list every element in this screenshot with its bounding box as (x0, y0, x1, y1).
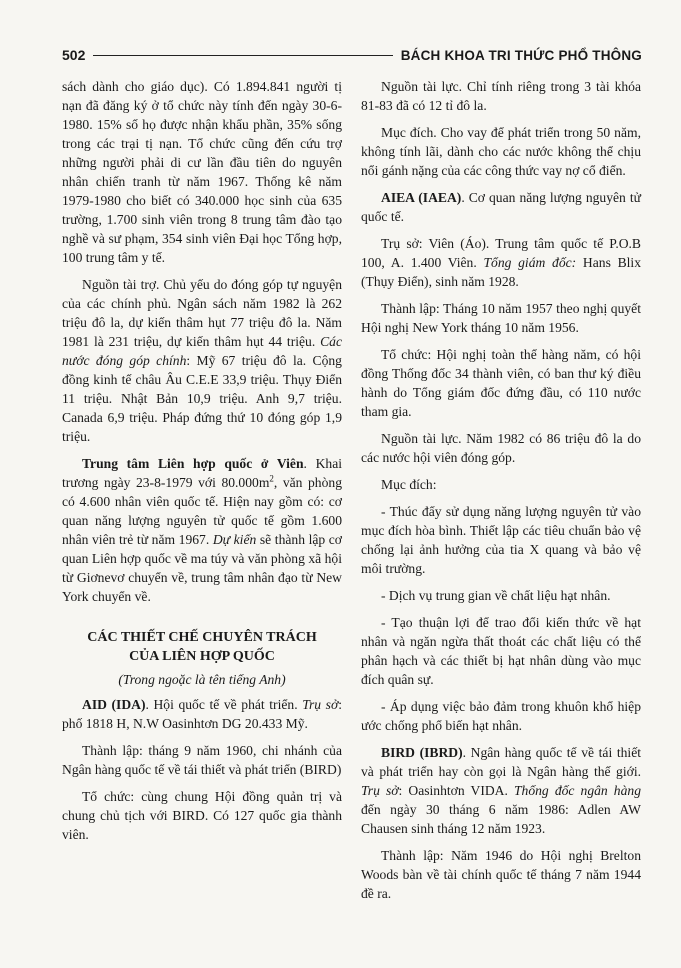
paragraph: Mục đích. Cho vay để phát triển trong 50 năm, không tính lãi, dành cho các nước không thể chịu nổi gánh nặng của các công thức vay nợ cổ điển. (361, 125, 641, 178)
entry-heading: Trung tâm Liên hợp quốc ở Viên (82, 456, 304, 471)
list-item: - Dịch vụ trung gian về chất liệu hạt nhân. (381, 588, 611, 603)
entry-heading: AID (IDA) (82, 697, 146, 712)
paragraph: AIEA (IAEA). Cơ quan năng lượng nguyên tử quốc tế. (361, 190, 642, 224)
paragraph: Mục đích: (381, 477, 437, 492)
running-title: BÁCH KHOA TRI THỨC PHỔ THÔNG (400, 47, 642, 63)
paragraph: Trụ sở: Viên (Áo). Trung tâm quốc tế P.O.B 100, A. 1.400 Viên. Tổng giám đốc: Hans Blix (Thụy Điển), sinh năm 1928. (361, 236, 641, 289)
paragraph: Nguồn tài trợ. Chủ yếu do đóng góp tự nguyện của các chính phủ. Ngân sách năm 1982 là 262 triệu đô la, dự kiến thâm hụt 77 triệu đô la. Năm 1981 là 231 triệu, dự kiến thâm hụt 44 triệu. Các nước đóng góp chính: Mỹ 67 triệu đô la. Cộng đồng kinh tế châu Âu C.E.E 33,9 triệu. Thụy Điển 11 triệu. Nhật Bản 10,9 triệu. Anh 9,7 triệu. Canada 6,9 triệu. Pháp đứng thứ 10 đóng góp 1,9 triệu. (62, 277, 342, 444)
list-item: - Thúc đẩy sử dụng năng lượng nguyên tử vào mục đích hòa bình. Thiết lập các tiêu chuẩn bảo vệ chống lại ảnh hưởng của tia X quang và bảo vệ môi trường. (361, 504, 641, 576)
paragraph: Trung tâm Liên hợp quốc ở Viên. Khai trương ngày 23-8-1979 với $80.000m^2$, văn phòng có 4.600 nhân viên quốc tế. Hiện nay gồm có: cơ quan năng lượng nguyên tử quốc tế gồm 1.600 nhân viên trẻ từ năm 1967. Dự kiến sẽ thành lập cơ quan Liên hợp quốc về ma túy và văn phòng xã hội từ Giơnevơ chuyển về, trung tâm nhân đạo từ New York chuyển về. (62, 456, 342, 604)
paragraph: AID (IDA). Hội quốc tế về phát triển. Trụ sở: phố 1818 H, N.W Oasinhtơn DG 20.433 Mỹ. (62, 697, 342, 731)
list-item: - Tạo thuận lợi để trao đổi kiến thức về hạt nhân và ngăn ngừa thất thoát các chất liệu có thể phân hạch và các thiết bị hạt nhân dùng vào mục đích quân sự. (361, 615, 641, 687)
entry-heading: AIEA (IAEA) (381, 190, 462, 205)
right-column (361, 77, 641, 911)
page-number: 502 (62, 47, 86, 63)
section-subtitle: (Trong ngoặc là tên tiếng Anh) (118, 672, 286, 687)
paragraph: sách dành cho giáo dục). Có 1.894.841 người tị nạn đã đăng ký ở tổ chức này tính đến ngày 30-6-1980. 15% số họ được nhận khẩu phần, 35% sống trong các trại tị nạn. Tổ chức cũng đến cứu trợ những người phải di cư lần đầu tiên do nguyên nhân chiến tranh từ năm 1967. Thống kê năm 1979-1980 cho biết có 340.000 học sinh của 635 trường, 1.700 sinh viên trong 8 trung tâm đào tạo nghề và sư phạm, 354 sinh viên Đại học Tổng hợp, 100 trung tâm y tế. (62, 79, 342, 265)
paragraph: BIRD (IBRD). Ngân hàng quốc tế về tái thiết và phát triển hay còn gọi là Ngân hàng thế giới. Trụ sở: Oasinhtơn VIDA. Thống đốc ngân hàng đến ngày 30 tháng 6 năm 1986: Adlen AW Chausen sinh tháng 12 năm 1923. (361, 745, 642, 836)
paragraph: Thành lập: Năm 1946 do Hội nghị Brelton Woods bàn về tài chính quốc tế tháng 7 năm 1944 đề ra. (361, 848, 641, 901)
list-item: - Áp dụng việc bảo đảm trong khuôn khổ hiệp ước chống phổ biến hạt nhân. (361, 699, 641, 733)
entry-heading: BIRD (IBRD) (381, 745, 463, 760)
section-title: CÁC THIẾT CHẾ CHUYÊN TRÁCH CỦA LIÊN HỢP QUỐC (87, 630, 317, 664)
paragraph: Nguồn tài lực. Năm 1982 có 86 triệu đô la do các nước hội viên đóng góp. (361, 431, 641, 465)
header-rule (93, 55, 392, 56)
left-column (62, 77, 342, 852)
paragraph: Thành lập: Tháng 10 năm 1957 theo nghị quyết Hội nghị New York tháng 10 năm 1956. (361, 301, 641, 335)
page-header (62, 44, 642, 66)
paragraph: Nguồn tài lực. Chỉ tính riêng trong 3 tài khóa 81-83 đã có 12 tỉ đô la. (361, 79, 641, 113)
paragraph: Tổ chức: Hội nghị toàn thể hàng năm, có hội đồng Thống đốc 34 thành viên, có ban thư ký điều hành do Tổng giám đốc đứng đầu, có 110 nước tham gia. (361, 347, 641, 419)
paragraph: Tổ chức: cùng chung Hội đồng quản trị và chung chủ tịch với BIRD. Có 127 quốc gia thành viên. (62, 789, 342, 842)
paragraph: Thành lập: tháng 9 năm 1960, chi nhánh của Ngân hàng quốc tế về tái thiết và phát triển (BIRD) (62, 743, 342, 777)
